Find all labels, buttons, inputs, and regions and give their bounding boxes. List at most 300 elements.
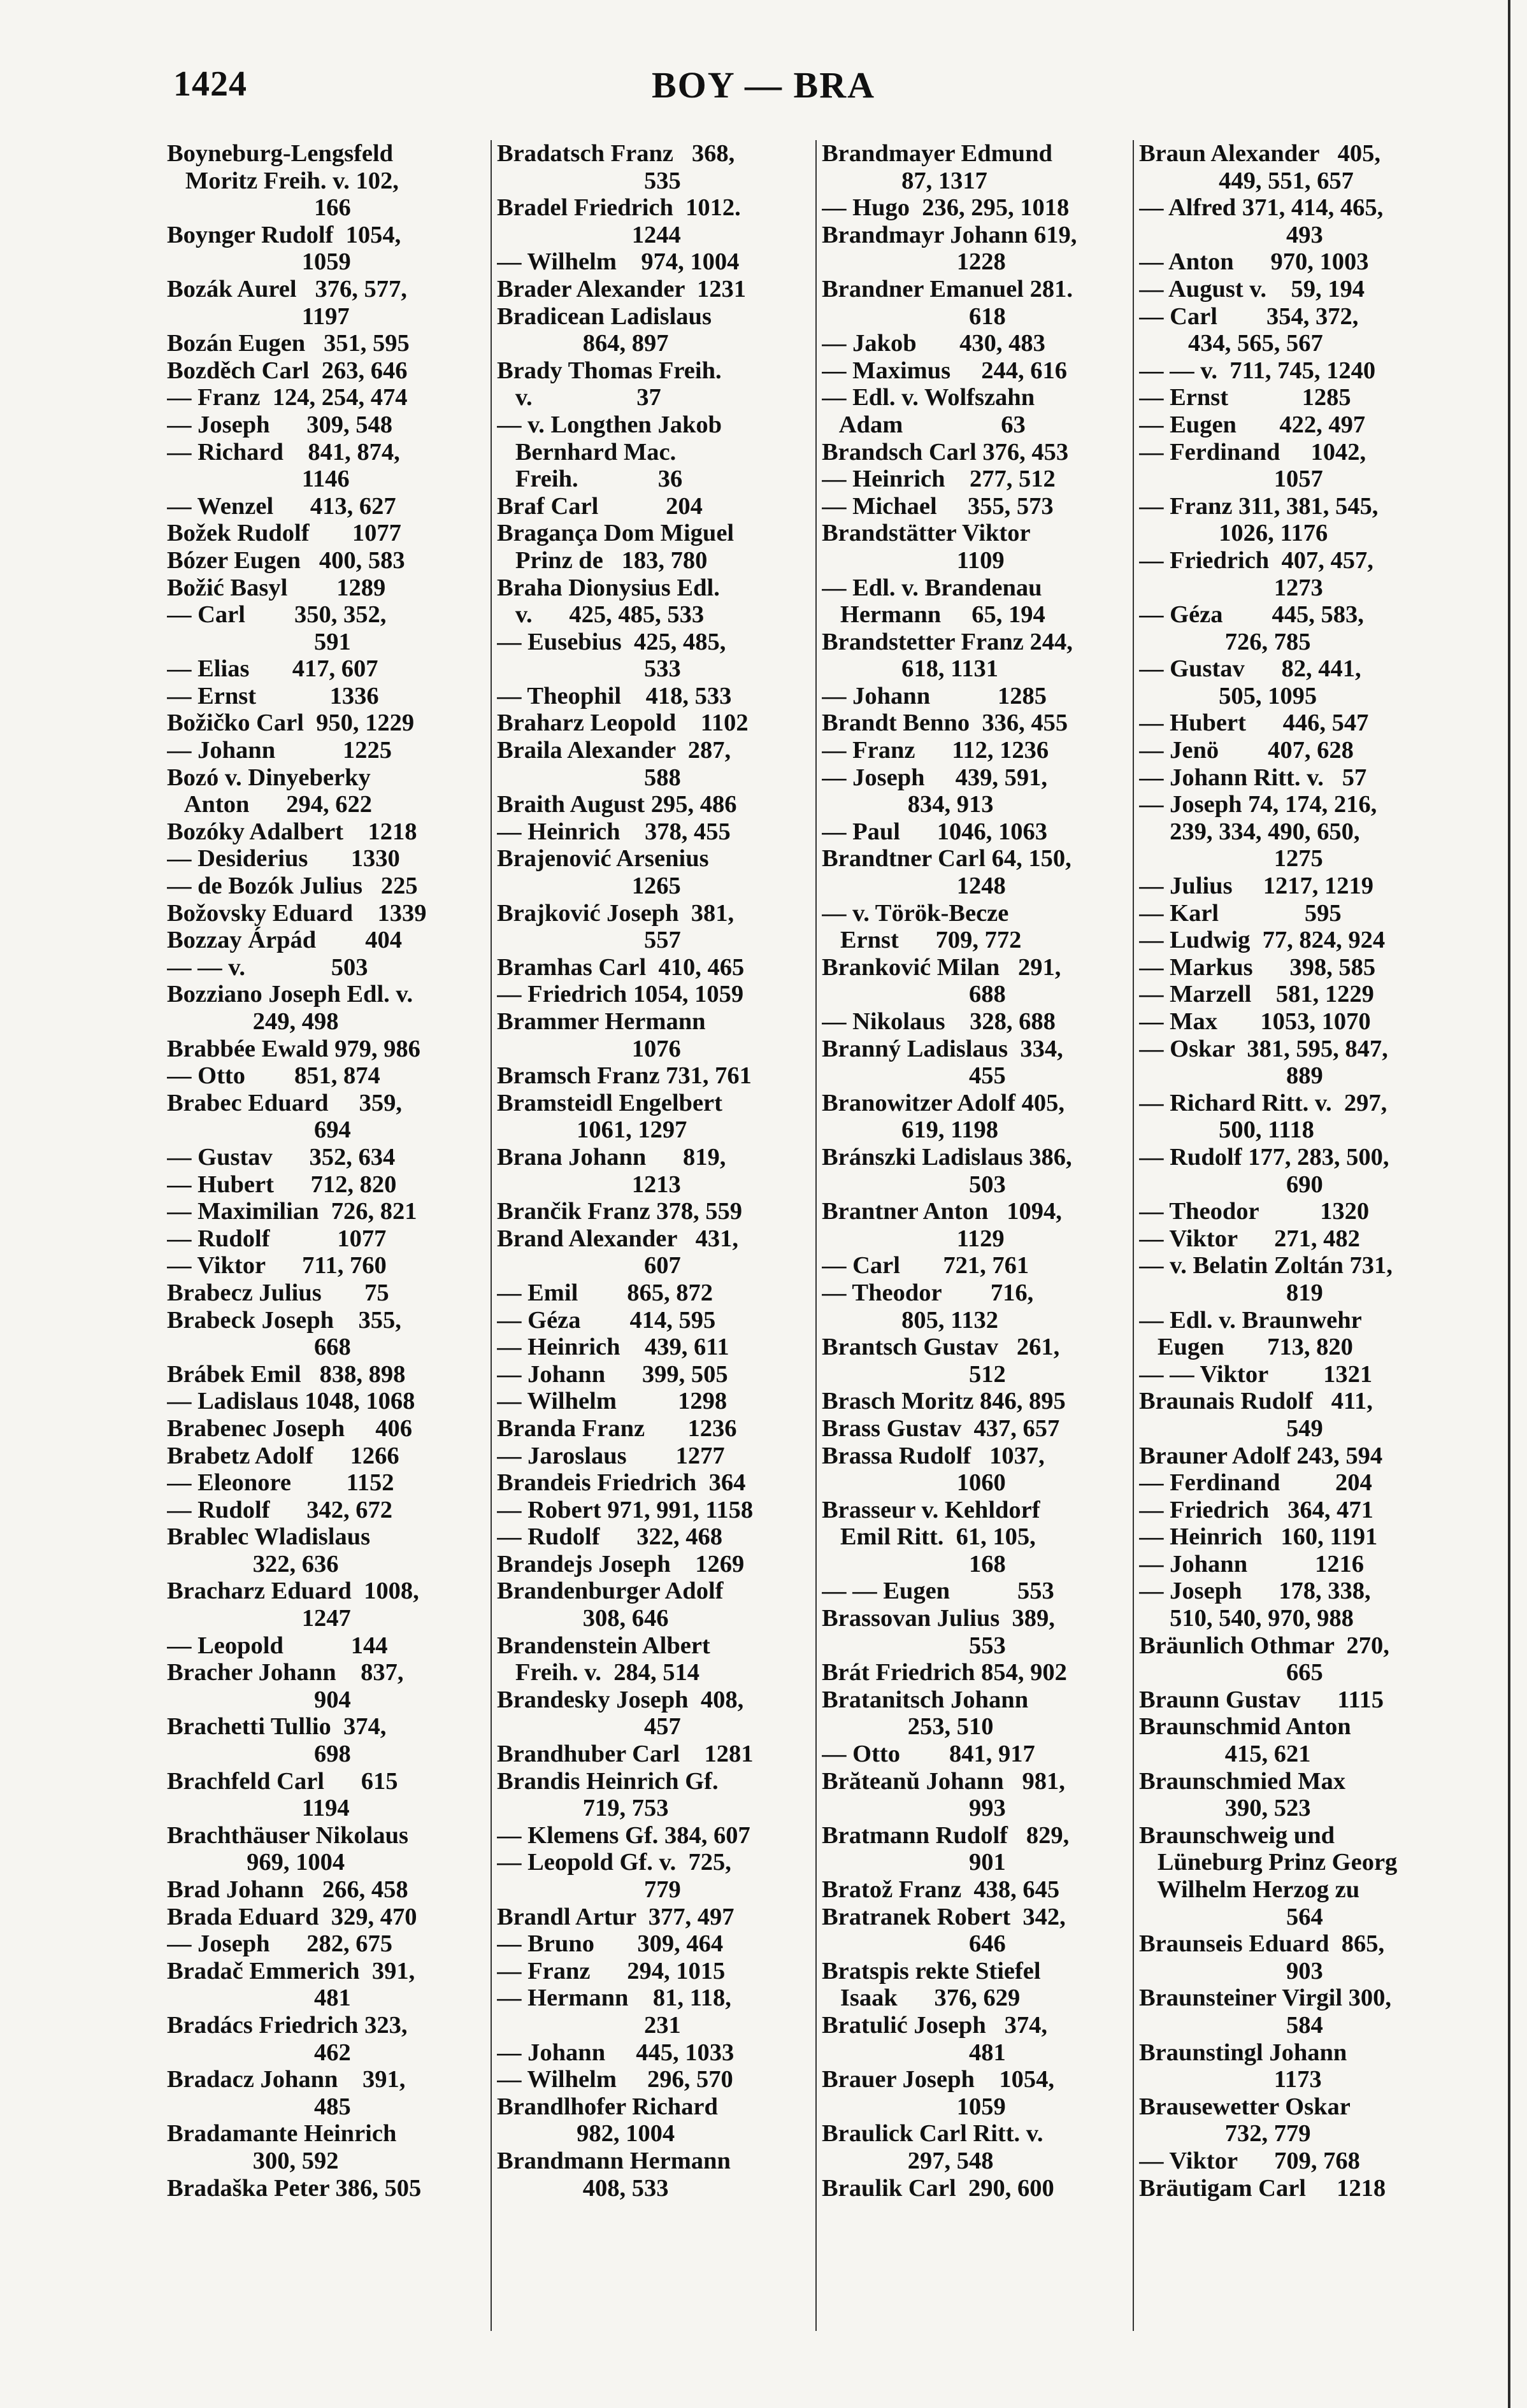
index-line: 249, 498 (167, 1008, 339, 1035)
column-rule (491, 140, 492, 2331)
index-line: 239, 334, 490, 650, (1139, 818, 1360, 845)
index-line: Lüneburg Prinz Georg (1139, 1849, 1398, 1876)
index-line: Brandstätter Viktor (822, 520, 1031, 547)
index-line: 1173 (1139, 2066, 1322, 2093)
index-line: 462 (167, 2039, 351, 2066)
index-line: v. 425, 485, 533 (497, 601, 705, 629)
index-line: — v. Longthen Jakob (497, 411, 722, 438)
index-line: — Maximus 244, 616 (822, 357, 1067, 384)
index-line: 449, 551, 657 (1139, 167, 1354, 194)
index-line: — Joseph 74, 174, 216, (1139, 791, 1377, 818)
column-rule (1133, 140, 1134, 2331)
index-line: Bräutigam Carl 1218 (1139, 2174, 1386, 2202)
index-line: 505, 1095 (1139, 682, 1317, 709)
index-line: Bräunlich Othmar 270, (1139, 1632, 1389, 1659)
index-line: — Friedrich 407, 457, (1139, 546, 1373, 574)
index-line: — Edl. v. Braunwehr (1139, 1306, 1362, 1334)
index-line: — — Viktor 1321 (1139, 1360, 1373, 1388)
index-line: 694 (167, 1116, 351, 1144)
index-line: Brandenstein Albert (497, 1632, 710, 1659)
index-line: — Otto 841, 917 (822, 1741, 1035, 1768)
index-line: — Hermann 81, 118, (497, 1984, 731, 2012)
index-line: Bozóky Adalbert 1218 (167, 818, 417, 845)
index-line: — Ferdinand 1042, (1139, 438, 1366, 466)
index-line: Braunschweig und (1139, 1821, 1335, 1849)
index-line: 668 (167, 1334, 351, 1361)
index-line: 308, 646 (497, 1605, 669, 1632)
index-line: — Otto 851, 874 (167, 1062, 380, 1090)
index-line: — August v. 59, 194 (1139, 275, 1365, 303)
index-line: Bradicean Ladislaus (497, 303, 712, 330)
index-line: 969, 1004 (167, 1849, 345, 1876)
index-line: 690 (1139, 1171, 1323, 1198)
index-line: — Edl. v. Brandenau (822, 574, 1042, 601)
index-line: Brandmayr Johann 619, (822, 221, 1077, 248)
index-line: 481 (167, 1984, 351, 2012)
index-line: Bratanitsch Johann (822, 1686, 1029, 1713)
index-line: — Markus 398, 585 (1139, 953, 1376, 981)
index-line: Brantner Anton 1094, (822, 1198, 1062, 1225)
index-line: Brandenburger Adolf (497, 1578, 724, 1605)
page-edge-line (1508, 0, 1510, 2408)
index-line: — Franz 311, 381, 545, (1139, 492, 1379, 520)
index-line: — Marzell 581, 1229 (1139, 981, 1374, 1008)
index-line: Brachfeld Carl 615 (167, 1767, 398, 1795)
index-line: Brablec Wladislaus (167, 1523, 371, 1551)
index-line: — Wilhelm 296, 570 (497, 2066, 733, 2093)
index-line: 415, 621 (1139, 1741, 1311, 1768)
index-line: Bozzay Árpád 404 (167, 927, 402, 954)
index-line: 1059 (822, 2093, 1006, 2120)
index-line: Brăteanŭ Johann 981, (822, 1767, 1065, 1795)
index-line: — Ernst 1336 (167, 682, 379, 709)
index-line: 533 (497, 655, 681, 683)
index-line: — Heinrich 378, 455 (497, 818, 731, 845)
index-line: 253, 510 (822, 1713, 994, 1741)
index-line: — Rudolf 322, 468 (497, 1523, 723, 1551)
index-line: Branda Franz 1236 (497, 1414, 737, 1442)
index-line: 901 (822, 1849, 1006, 1876)
index-line: — Friedrich 1054, 1059 (497, 981, 744, 1008)
index-line: — Rudolf 1077 (167, 1225, 387, 1252)
index-line: — Johann 1216 (1139, 1550, 1364, 1578)
index-line: Adam 63 (822, 411, 1026, 438)
index-line: Brandmayer Edmund (822, 140, 1052, 167)
index-line: — Franz 294, 1015 (497, 1957, 726, 1984)
index-line: 500, 1118 (1139, 1116, 1314, 1144)
index-line: — Heinrich 277, 512 (822, 466, 1056, 493)
index-line: — Géza 414, 595 (497, 1306, 716, 1334)
index-line: — Géza 445, 583, (1139, 601, 1364, 629)
index-line: Bratulić Joseph 374, (822, 2011, 1048, 2039)
index-line: 1059 (167, 248, 351, 276)
index-line: Bradacz Johann 391, (167, 2066, 406, 2093)
index-line: 665 (1139, 1659, 1323, 1686)
column-3 (822, 140, 1138, 2331)
index-line: 512 (822, 1360, 1006, 1388)
index-line: Bratranek Robert 342, (822, 1903, 1066, 1930)
index-line: Brajković Joseph 381, (497, 899, 735, 927)
index-line: Bradatsch Franz 368, (497, 140, 735, 167)
index-line: 834, 913 (822, 791, 994, 818)
index-line: Bramhas Carl 410, 465 (497, 953, 745, 981)
index-line: Freih. 36 (497, 466, 683, 493)
index-line: Emil Ritt. 61, 105, (822, 1523, 1036, 1551)
index-line: Bramsch Franz 731, 761 (497, 1062, 752, 1090)
index-line: — Joseph 309, 548 (167, 411, 393, 438)
index-line: — Wenzel 413, 627 (167, 492, 396, 520)
index-line: 1275 (1139, 845, 1323, 873)
index-line: Bozák Aurel 376, 577, (167, 275, 407, 303)
index-line: 1057 (1139, 466, 1323, 493)
index-line: Brandsch Carl 376, 453 (822, 438, 1069, 466)
index-line: 889 (1139, 1062, 1323, 1090)
column-rule (815, 140, 817, 2331)
index-line: Brančik Franz 378, 559 (497, 1198, 742, 1225)
index-line: — Bruno 309, 464 (497, 1930, 724, 1958)
index-line: Hermann 65, 194 (822, 601, 1045, 629)
index-line: — Julius 1217, 1219 (1139, 873, 1373, 900)
index-line: 698 (167, 1741, 351, 1768)
index-line: 646 (822, 1930, 1006, 1958)
index-line: Brauer Joseph 1054, (822, 2066, 1055, 2093)
index-line: — Johann 399, 505 (497, 1360, 728, 1388)
index-line: Brauner Adolf 243, 594 (1139, 1442, 1383, 1469)
index-line: Brábek Emil 838, 898 (167, 1360, 406, 1388)
index-line: Brát Friedrich 854, 902 (822, 1659, 1067, 1686)
index-line: 618 (822, 303, 1006, 330)
index-line: — de Bozók Julius 225 (167, 873, 418, 900)
index-line: 619, 1198 (822, 1116, 999, 1144)
index-line: Bratmann Rudolf 829, (822, 1821, 1070, 1849)
index-line: Braunschmid Anton (1139, 1713, 1351, 1741)
index-line: 553 (822, 1632, 1006, 1659)
index-line: Branowitzer Adolf 405, (822, 1089, 1065, 1116)
index-line: Braha Dionysius Edl. (497, 574, 720, 601)
index-line: 1076 (497, 1035, 681, 1062)
index-line: 1244 (497, 221, 681, 248)
index-line: Brammer Hermann (497, 1008, 706, 1035)
index-line: Brader Alexander 1231 (497, 275, 747, 303)
index-line: 297, 548 (822, 2147, 994, 2174)
index-line: Bozděch Carl 263, 646 (167, 357, 408, 384)
index-line: — Theodor 1320 (1139, 1198, 1370, 1225)
index-line: Braunseis Eduard 865, (1139, 1930, 1385, 1958)
index-line: Brantsch Gustav 261, (822, 1334, 1060, 1361)
index-line: Braith August 295, 486 (497, 791, 737, 818)
index-line: Brassovan Julius 389, (822, 1605, 1055, 1632)
index-line: — Paul 1046, 1063 (822, 818, 1048, 845)
index-line: 732, 779 (1139, 2120, 1311, 2148)
index-line: — Heinrich 439, 611 (497, 1334, 729, 1361)
index-line: 1197 (167, 303, 350, 330)
index-line: — Johann Ritt. v. 57 (1139, 764, 1367, 791)
page-header (0, 64, 1527, 115)
index-line: — Klemens Gf. 384, 607 (497, 1821, 750, 1849)
index-line: 1146 (167, 466, 350, 493)
index-line: 688 (822, 981, 1006, 1008)
index-line: Brada Eduard 329, 470 (167, 1903, 417, 1930)
index-line: 481 (822, 2039, 1006, 2066)
index-line: 390, 523 (1139, 1795, 1311, 1822)
index-line: — Hugo 236, 295, 1018 (822, 194, 1070, 222)
index-line: — Gustav 352, 634 (167, 1143, 396, 1171)
index-line: Brandmann Hermann (497, 2147, 731, 2174)
index-line: — Eugen 422, 497 (1139, 411, 1366, 438)
index-line: 805, 1132 (822, 1306, 999, 1334)
index-line: 1026, 1176 (1139, 520, 1328, 547)
index-line: 982, 1004 (497, 2120, 675, 2148)
index-line: 535 (497, 167, 681, 194)
index-line: 322, 636 (167, 1550, 339, 1578)
index-line: — Joseph 282, 675 (167, 1930, 393, 1958)
index-line: Bózer Eugen 400, 583 (167, 546, 405, 574)
index-line: — Maximilian 726, 821 (167, 1198, 417, 1225)
index-line: — Joseph 178, 338, (1139, 1578, 1371, 1605)
index-line: — v. Török-Becze (822, 899, 1009, 927)
index-line: Brasseur v. Kehldorf (822, 1496, 1040, 1523)
index-line: — Johann 445, 1033 (497, 2039, 735, 2066)
index-line: 87, 1317 (822, 167, 987, 194)
index-line: 1228 (822, 248, 1006, 276)
index-line: — Desiderius 1330 (167, 845, 400, 873)
index-line: — Hubert 712, 820 (167, 1171, 397, 1198)
index-line: — Eleonore 1152 (167, 1469, 394, 1497)
index-line: Braunais Rudolf 411, (1139, 1388, 1373, 1415)
index-line: — Carl 350, 352, (167, 601, 387, 629)
index-line: Braulik Carl 290, 600 (822, 2174, 1054, 2202)
index-line: — Rudolf 177, 283, 500, (1139, 1143, 1389, 1171)
index-line: — Carl 354, 372, (1139, 303, 1359, 330)
index-line: Brabecz Julius 75 (167, 1279, 389, 1306)
index-line: Bracher Johann 837, (167, 1659, 404, 1686)
index-line: Brasch Moritz 846, 895 (822, 1388, 1066, 1415)
index-line: 564 (1139, 1903, 1323, 1930)
index-line: — Oskar 381, 595, 847, (1139, 1035, 1388, 1062)
index-line: — Johann 1225 (167, 737, 392, 764)
index-line: 993 (822, 1795, 1006, 1822)
index-line: 557 (497, 927, 681, 954)
index-line: — Joseph 439, 591, (822, 764, 1048, 791)
index-line: 1213 (497, 1171, 681, 1198)
index-line: — Johann 1285 (822, 682, 1047, 709)
running-head: BOY — BRA (652, 64, 875, 106)
index-line: — Leopold Gf. v. 725, (497, 1849, 731, 1876)
index-line: 719, 753 (497, 1795, 669, 1822)
index-line: — v. Belatin Zoltán 731, (1139, 1252, 1393, 1279)
index-line: Božičko Carl 950, 1229 (167, 709, 415, 737)
index-line: — Max 1053, 1070 (1139, 1008, 1371, 1035)
index-line: Brandesky Joseph 408, (497, 1686, 744, 1713)
index-line: Brandl Artur 377, 497 (497, 1903, 735, 1930)
index-line: Brandstetter Franz 244, (822, 628, 1073, 655)
index-line: — Anton 970, 1003 (1139, 248, 1369, 276)
index-line: 1247 (167, 1605, 351, 1632)
index-line: 591 (167, 628, 351, 655)
index-line: Brandejs Joseph 1269 (497, 1550, 745, 1578)
column-4 (1139, 140, 1455, 2331)
index-line: — Friedrich 364, 471 (1139, 1496, 1373, 1523)
index-line: 231 (497, 2011, 681, 2039)
index-line: — — v. 711, 745, 1240 (1139, 357, 1376, 384)
index-line: 300, 592 (167, 2147, 339, 2174)
index-line: Freih. v. 284, 514 (497, 1659, 699, 1686)
index-line: 1273 (1139, 574, 1323, 601)
index-line: 503 (822, 1171, 1006, 1198)
index-line: v. 37 (497, 384, 661, 411)
index-line: — Jaroslaus 1277 (497, 1442, 725, 1469)
index-line: Bozó v. Dinyeberky (167, 764, 371, 791)
index-line: Bradamante Heinrich (167, 2120, 397, 2148)
index-line: Brachetti Tullio 374, (167, 1713, 387, 1741)
index-line: Bratspis rekte Stiefel (822, 1957, 1041, 1984)
index-line: — Edl. v. Wolfszahn (822, 384, 1035, 411)
index-line: Prinz de 183, 780 (497, 546, 708, 574)
index-line: — Theodor 716, (822, 1279, 1034, 1306)
index-line: 457 (497, 1713, 681, 1741)
index-line: Boynger Rudolf 1054, (167, 221, 401, 248)
index-line: 166 (167, 194, 351, 222)
index-line: — Viktor 271, 482 (1139, 1225, 1360, 1252)
index-line: — Franz 112, 1236 (822, 737, 1049, 764)
index-line: Ernst 709, 772 (822, 927, 1022, 954)
index-line: 485 (167, 2093, 351, 2120)
index-line: Brandtner Carl 64, 150, (822, 845, 1072, 873)
index-line: — Karl 595 (1139, 899, 1342, 927)
index-line: Brabetz Adolf 1266 (167, 1442, 399, 1469)
index-line: Brad Johann 266, 458 (167, 1876, 408, 1903)
index-line: 904 (167, 1686, 351, 1713)
index-line: — Wilhelm 974, 1004 (497, 248, 740, 276)
index-line: Moritz Freih. v. 102, (167, 167, 399, 194)
index-line: — Ludwig 77, 824, 924 (1139, 927, 1386, 954)
index-line: Wilhelm Herzog zu (1139, 1876, 1360, 1903)
index-line: 819 (1139, 1279, 1323, 1306)
index-line: 1248 (822, 873, 1006, 900)
index-line: Bradács Friedrich 323, (167, 2011, 408, 2039)
index-line: 1109 (822, 546, 1005, 574)
index-line: Bernhard Mac. (497, 438, 677, 466)
index-line: 584 (1139, 2011, 1323, 2039)
index-line: Bradač Emmerich 391, (167, 1957, 415, 1984)
index-line: — Ladislaus 1048, 1068 (167, 1388, 415, 1415)
index-line: — Viktor 709, 768 (1139, 2147, 1360, 2174)
index-line: Braunsteiner Virgil 300, (1139, 1984, 1392, 2012)
index-line: Brana Johann 819, (497, 1143, 726, 1171)
index-line: 1194 (167, 1795, 350, 1822)
index-line: — Heinrich 160, 1191 (1139, 1523, 1378, 1551)
index-line: — Hubert 446, 547 (1139, 709, 1369, 737)
index-line: Branný Ladislaus 334, (822, 1035, 1063, 1062)
index-line: Brajenović Arsenius (497, 845, 709, 873)
index-line: Bratož Franz 438, 645 (822, 1876, 1060, 1903)
index-line: Anton 294, 622 (167, 791, 372, 818)
index-line: Brachthäuser Nikolaus (167, 1821, 409, 1849)
index-line: 864, 897 (497, 330, 669, 357)
index-line: Braharz Leopold 1102 (497, 709, 749, 737)
index-line: Božovsky Eduard 1339 (167, 899, 427, 927)
index-line: — Gustav 82, 441, (1139, 655, 1361, 683)
index-line: — Ferdinand 204 (1139, 1469, 1372, 1497)
index-line: Branković Milan 291, (822, 953, 1061, 981)
index-line: 779 (497, 1876, 681, 1903)
index-line: Brandt Benno 336, 455 (822, 709, 1068, 737)
index-line: 1061, 1297 (497, 1116, 687, 1144)
index-line: Braf Carl 204 (497, 492, 703, 520)
index-line: Brassa Rudolf 1037, (822, 1442, 1045, 1469)
index-line: Bozán Eugen 351, 595 (167, 330, 410, 357)
index-line: 726, 785 (1139, 628, 1311, 655)
index-line: Brabeck Joseph 355, (167, 1306, 401, 1334)
index-line: 493 (1139, 221, 1323, 248)
index-line: Bránszki Ladislaus 386, (822, 1143, 1072, 1171)
index-line: 1060 (822, 1469, 1006, 1497)
index-line: Brass Gustav 437, 657 (822, 1414, 1060, 1442)
index-line: — Richard Ritt. v. 297, (1139, 1089, 1387, 1116)
index-line: Bramsteidl Engelbert (497, 1089, 722, 1116)
index-line: — Robert 971, 991, 1158 (497, 1496, 754, 1523)
index-line: 168 (822, 1550, 1006, 1578)
index-line: Brandner Emanuel 281. (822, 275, 1073, 303)
index-line: Božek Rudolf 1077 (167, 520, 401, 547)
index-line: — Franz 124, 254, 474 (167, 384, 408, 411)
index-line: Braunschmied Max (1139, 1767, 1346, 1795)
index-line: — — v. 503 (167, 953, 368, 981)
index-line: 618, 1131 (822, 655, 999, 683)
index-line: — Elias 417, 607 (167, 655, 378, 683)
index-line: 434, 565, 567 (1139, 330, 1323, 357)
index-line: Braunn Gustav 1115 (1139, 1686, 1384, 1713)
index-line: Braila Alexander 287, (497, 737, 731, 764)
index-line: Boyneburg-Lengsfeld (167, 140, 394, 167)
index-line: — Theophil 418, 533 (497, 682, 732, 709)
index-line: Brabbée Ewald 979, 986 (167, 1035, 420, 1062)
index-line: Bradaška Peter 386, 505 (167, 2174, 422, 2202)
index-line: — Carl 721, 761 (822, 1252, 1029, 1279)
index-columns (167, 140, 1452, 2331)
index-line: Braun Alexander 405, (1139, 140, 1380, 167)
index-line: — Leopold 144 (167, 1632, 388, 1659)
index-line: Bradel Friedrich 1012. (497, 194, 741, 222)
index-line: 1265 (497, 873, 681, 900)
index-line: Bragança Dom Miguel (497, 520, 735, 547)
index-line: 1129 (822, 1225, 1005, 1252)
index-line: — Ernst 1285 (1139, 384, 1351, 411)
page-number: 1424 (173, 64, 247, 104)
index-line: Brabec Eduard 359, (167, 1089, 402, 1116)
index-line: 549 (1139, 1414, 1323, 1442)
index-line: Brabenec Joseph 406 (167, 1414, 412, 1442)
index-line: Isaak 376, 629 (822, 1984, 1021, 2012)
index-line: — Nikolaus 328, 688 (822, 1008, 1056, 1035)
index-line: Božić Basyl 1289 (167, 574, 386, 601)
index-line: — Richard 841, 874, (167, 438, 400, 466)
index-line: 607 (497, 1252, 681, 1279)
index-line: — Jenö 407, 628 (1139, 737, 1354, 764)
index-line: Brandeis Friedrich 364 (497, 1469, 746, 1497)
index-line: — — Eugen 553 (822, 1578, 1054, 1605)
index-line: 510, 540, 970, 988 (1139, 1605, 1354, 1632)
index-line: Brandis Heinrich Gf. (497, 1767, 719, 1795)
index-line: — Rudolf 342, 672 (167, 1496, 393, 1523)
index-line: — Emil 865, 872 (497, 1279, 713, 1306)
index-line: 455 (822, 1062, 1006, 1090)
column-2 (497, 140, 813, 2331)
index-line: Braunstingl Johann (1139, 2039, 1347, 2066)
index-line: — Alfred 371, 414, 465, (1139, 194, 1384, 222)
index-line: Brausewetter Oskar (1139, 2093, 1351, 2120)
index-line: Brandlhofer Richard (497, 2093, 718, 2120)
